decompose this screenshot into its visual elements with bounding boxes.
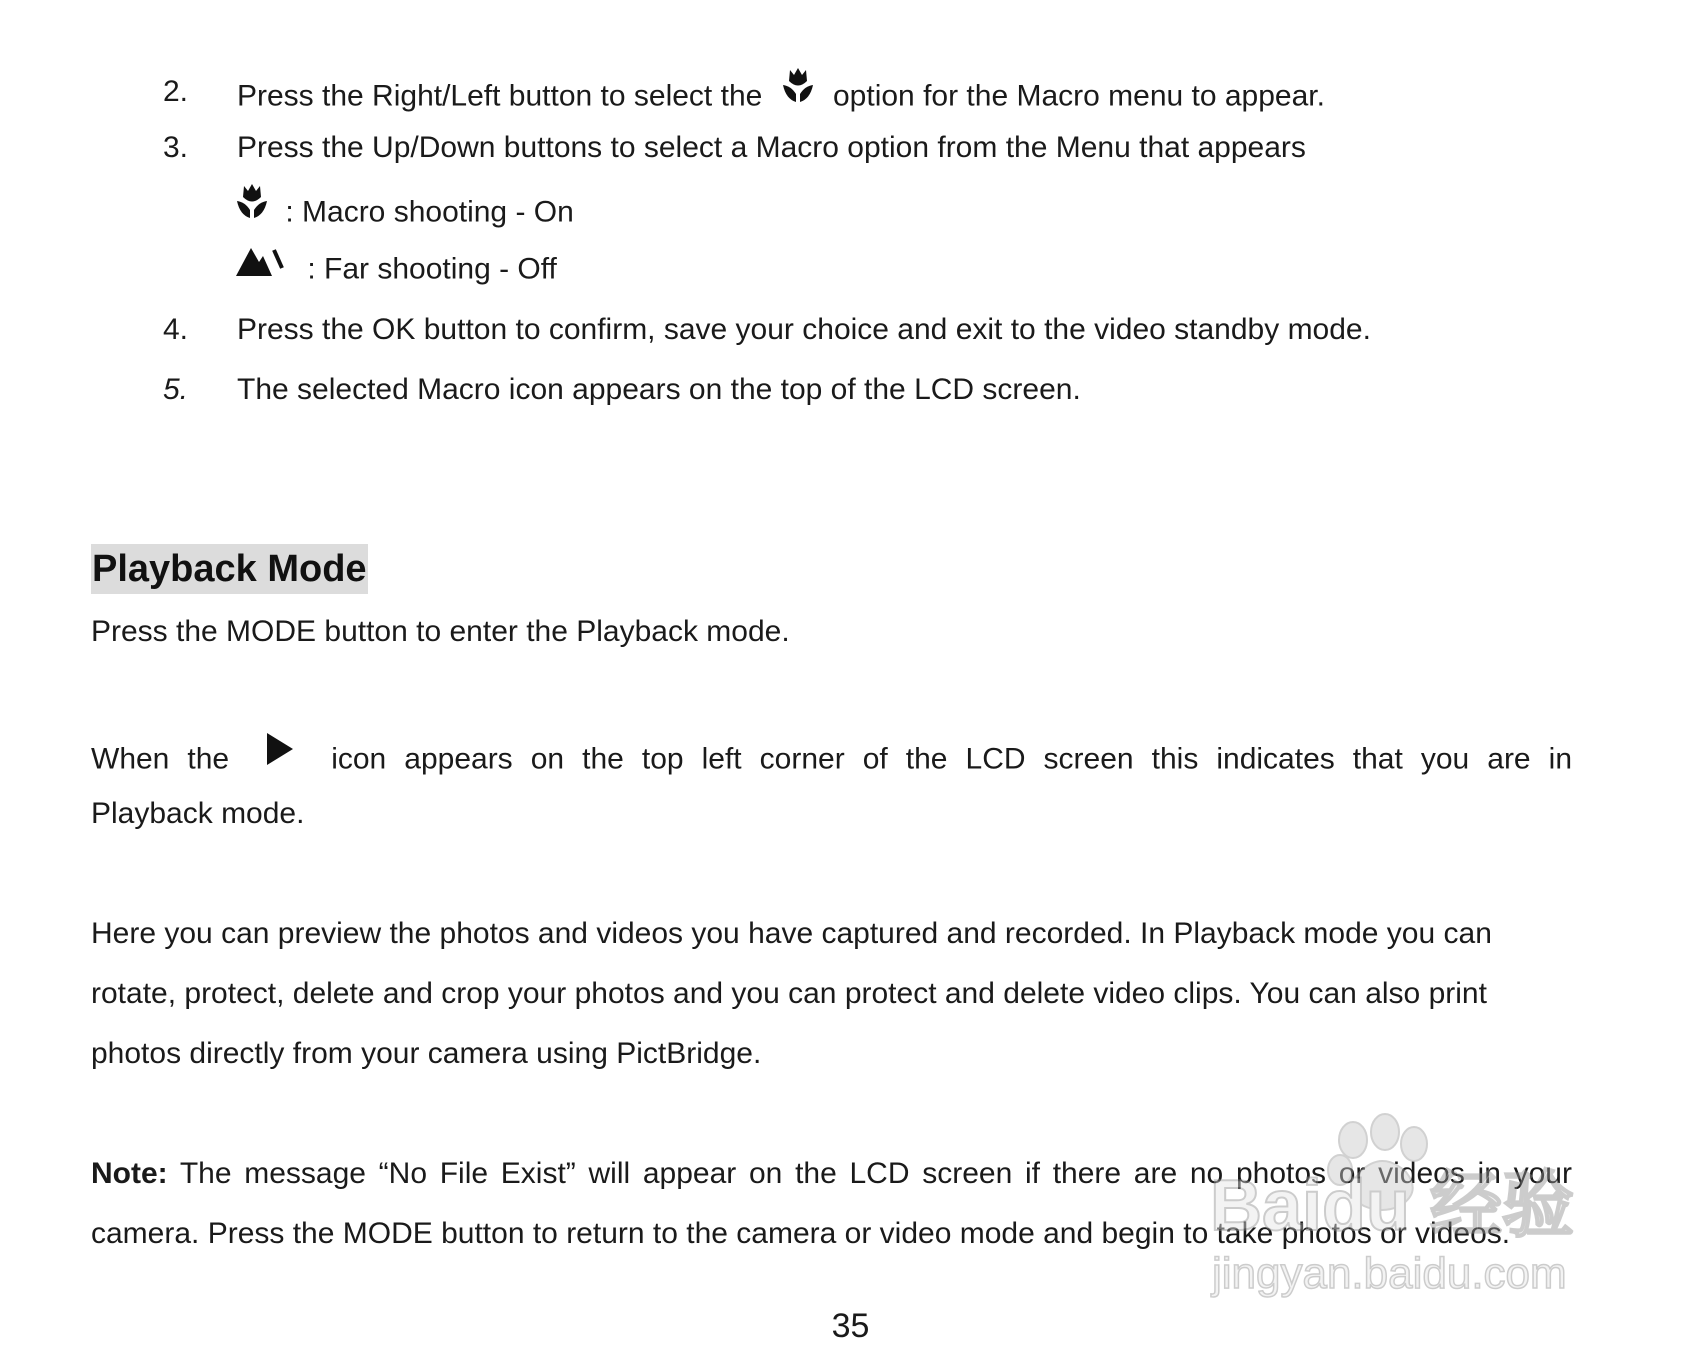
step-number: 2. xyxy=(163,75,189,108)
step-number: 3. xyxy=(163,131,189,164)
step-number: 5. xyxy=(163,373,189,406)
step-number: 4. xyxy=(163,313,189,346)
icon-sentence-after: icon appears on the top left corner of the LCD screen this indicates that you are in xyxy=(331,742,1572,776)
watermark-url: jingyan.baidu.com xyxy=(1212,1249,1567,1298)
macro-option-label: : Macro shooting - On xyxy=(285,195,574,229)
icon-sentence-before: When the xyxy=(91,742,230,776)
step-text-before: Press the Right/Left button to select the xyxy=(237,79,763,113)
mountain-icon xyxy=(235,246,285,287)
section-title: Playback Mode xyxy=(91,544,368,594)
far-option xyxy=(235,250,557,291)
page-number: 35 xyxy=(831,1307,870,1345)
icon-sentence-line2: Playback mode. xyxy=(91,797,305,830)
step-text xyxy=(237,74,1325,121)
step-text: Press the Up/Down buttons to select a Macro option from the Menu that appears xyxy=(237,131,1306,164)
step-text-after: option for the Macro menu to appear. xyxy=(833,79,1325,113)
paragraph-line: photos directly from your camera using PictBridge. xyxy=(91,1037,762,1070)
step-text: Press the OK button to confirm, save your choice and exit to the video standby mode. xyxy=(237,313,1371,346)
note-label: Note: xyxy=(91,1157,168,1190)
macro-flower-icon xyxy=(235,182,269,229)
step-text: The selected Macro icon appears on the top of the LCD screen. xyxy=(237,373,1081,406)
macro-option xyxy=(235,190,574,237)
icon-sentence xyxy=(91,738,1572,783)
note-line1: The message “No File Exist” will appear on the LCD screen if there are no photos or videos in your xyxy=(179,1157,1572,1190)
macro-flower-icon xyxy=(781,66,815,113)
note-line2: camera. Press the MODE button to return to the camera or video mode and begin to take photos or videos. xyxy=(91,1217,1511,1250)
play-triangle-icon xyxy=(265,732,295,777)
far-option-label: : Far shooting - Off xyxy=(307,252,557,286)
paragraph-line: rotate, protect, delete and crop your photos and you can protect and delete video clips. You can also print xyxy=(91,977,1487,1010)
watermark-logo-text: Baidu 经验 xyxy=(1210,1166,1575,1246)
baidu-watermark-logo xyxy=(1200,1110,1620,1310)
paragraph-line: Here you can preview the photos and videos you have captured and recorded. In Playback mode you can xyxy=(91,917,1492,950)
section-intro: Press the MODE button to enter the Playback mode. xyxy=(91,615,790,648)
